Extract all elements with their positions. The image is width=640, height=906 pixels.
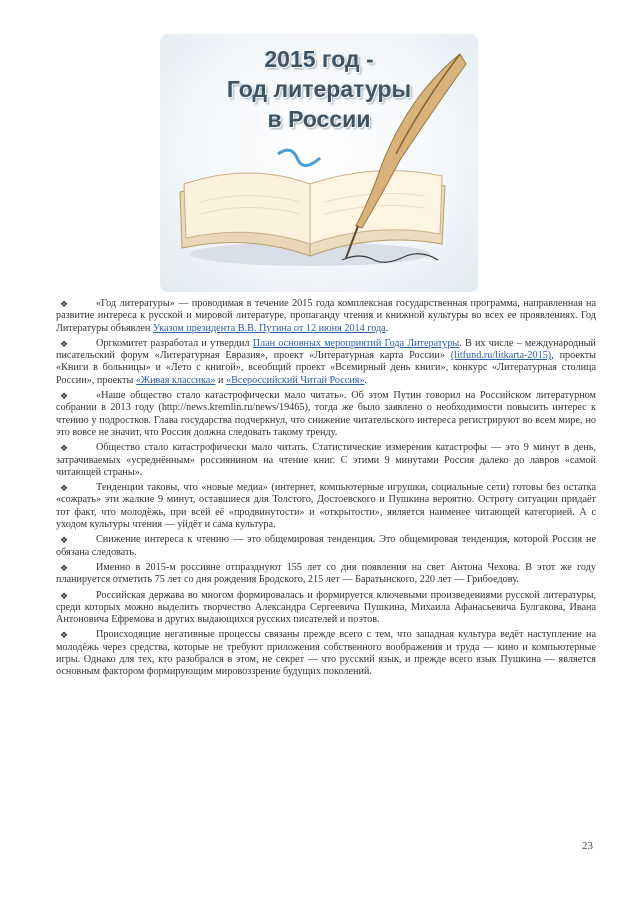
paragraph-link[interactable]: «Всероссийский Читай Россия» bbox=[225, 374, 365, 386]
paragraph-link[interactable]: «Живая классика» bbox=[135, 374, 216, 386]
paragraph-text: Российская держава во многом формировалась и формируется ключевыми произведениями русской литературы, среди которых можно выделить творчество Александра Сергеевича Пушкина, Михаила Афанасьевича Булгакова, Ивана Антоновича Ефремова и других выдающихся русских писателей и поэтов. bbox=[56, 589, 596, 626]
bullet-icon: ❖ bbox=[60, 391, 69, 402]
paragraph-text: . bbox=[364, 374, 368, 386]
bullet-icon: ❖ bbox=[60, 483, 69, 494]
paragraph-text: . В их числе – международный писательский форум «Литературная Евразия», проект «Литературная карта России» bbox=[56, 337, 596, 362]
paragraph-3 bbox=[56, 390, 596, 439]
bullet-icon: ❖ bbox=[60, 443, 69, 454]
bullet-icon: ❖ bbox=[60, 562, 69, 573]
paragraph-1 bbox=[56, 298, 596, 335]
bullet-icon: ❖ bbox=[60, 590, 69, 601]
banner-title-line-2: Год литературы bbox=[226, 76, 412, 102]
page-number: 23 bbox=[582, 840, 593, 852]
bullet-icon: ❖ bbox=[60, 630, 69, 641]
banner-title-line-1: 2015 год - bbox=[264, 46, 374, 72]
paragraph-text: Общество стало катастрофически мало читать. Статистические измерения катастрофы — это 9 минут в день, затрачиваемых «усреднённым» россиянином на чтение книг. С этими 9 минутами Россия далеко до лавров «самой читающей страны». bbox=[56, 442, 596, 478]
banner-title bbox=[160, 44, 478, 134]
bullet-icon: ❖ bbox=[60, 299, 69, 309]
paragraph-text: Тенденции таковы, что «новые медиа» (интернет, компьютерные игрушки, социальные сети) готовы без остатка «сожрать» эти жалкие 9 минут, оставшиеся для Толстого, Достоевского и Пушкина вероятно. Остроту ситуации придаёт тот факт, что молодёжь, при всей её «продвинутости» и «открытости», является наименее читающей категорией. А с уходом культуры чтения — уйдёт и сама культура. bbox=[56, 482, 596, 531]
bullet-icon: ❖ bbox=[60, 535, 69, 546]
paragraph-2 bbox=[56, 338, 596, 387]
body-text bbox=[56, 298, 596, 682]
paragraph-4 bbox=[56, 442, 596, 479]
bullet-icon: ❖ bbox=[60, 338, 69, 349]
paragraph-text: Оргкомитет разработал и утвердил bbox=[96, 337, 253, 349]
paragraph-text: Снижение интереса к чтению — это общемировая тенденция. Это общемировая тенденция, которой Россия не обязана следовать. bbox=[56, 534, 596, 558]
paragraph-link[interactable]: Указом президента В.В. Путина от 12 июня 2014 года bbox=[152, 322, 386, 334]
paragraph-link[interactable]: (litfund.ru/litkarta-2015) bbox=[450, 350, 552, 362]
paragraph-text: «Наше общество стало катастрофически мало читать». Об этом Путин говорил на Российском литературном собрании в 2013 году (http://news.kremlin.ru/news/19465), тогда же было заявлено о необходимости повысить интерес к чтению у подростков. Глава государства подчеркнул, что снижение читательского интереса регистрируют во всем мире, но это вовсе не значит, что Россия должна следовать такому тренду. bbox=[56, 390, 596, 438]
paragraph-text: и bbox=[215, 374, 226, 386]
paragraph-text: «Год литературы» — проводимая в течение 2015 года комплексная государственная программа, направленная на развитие интереса к русской и мировой литературе, пропаганду чтения и книжной культуры во всех ее проявлениях. Год Литературы объявлен bbox=[56, 298, 596, 334]
paragraph-8 bbox=[56, 590, 596, 627]
paragraph-text: Именно в 2015-м россияне отпразднуют 155 лет со дня появления на свет Антона Чехова. В этот же году планируется отметить 75 лет со дня рождения Бродского, 215 лет — Баратынского, 220 лет — Грибоедову. bbox=[56, 561, 596, 586]
paragraph-9 bbox=[56, 629, 596, 678]
banner-title-line-3: в России bbox=[267, 106, 371, 132]
paragraph-link[interactable]: План основных мероприятий Года Литературы bbox=[252, 337, 460, 349]
year-of-literature-banner bbox=[160, 34, 478, 292]
paragraph-5 bbox=[56, 482, 596, 531]
paragraph-7 bbox=[56, 562, 596, 587]
paragraph-text: Происходящие негативные процессы связаны прежде всего с тем, что западная культура ведёт наступление на молодёжь через средства, которые не требуют приложения собственного воображения и труда — кино и компьютерные игры. Однако для тех, кто разобрался в этом, не секрет — что русский язык, и прежде всего язык Пушкина — является основным фактором формирующим мировоззрение будущих поколений. bbox=[56, 629, 596, 678]
paragraph-text: . bbox=[385, 322, 389, 334]
paragraph-text: , проекты «Книги в больницы» и «Лето с книгой», всеобщий проект «Всемирный день книги», конкурс «Литературная столица России», проекты bbox=[56, 350, 596, 386]
paragraph-6 bbox=[56, 534, 596, 559]
